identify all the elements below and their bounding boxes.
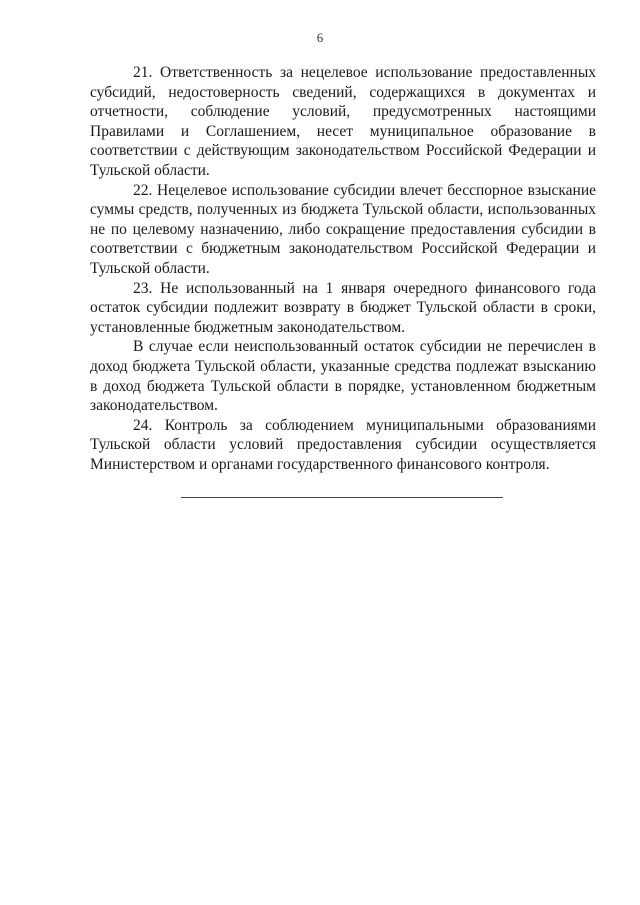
end-separator-line <box>181 497 503 498</box>
paragraph-21: 21. Ответственность за нецелевое использование предоставленных субсидий, недостоверность сведений, содержащихся в документах и отчетности, соблюдение условий, предусмотренных настоящими Правилами и Соглашением, несет муниципальное образование в соответствии с действующим законодательством Российской Федерации и Тульской области. <box>90 64 596 179</box>
document-body <box>90 63 596 474</box>
paragraph-22: 22. Нецелевое использование субсидии влечет бесспорное взыскание суммы средств, полученных из бюджета Тульской области, использованных не по целевому назначению, либо сокращение предоставления субсидии в соответствии с бюджетным законодательством Российской Федерации и Тульской области. <box>90 181 596 277</box>
paragraph-24: 24. Контроль за соблюдением муниципальными образованиями Тульской области условий предоставления субсидии осуществляется Министерством и органами государственного финансового контроля. <box>90 416 596 473</box>
page-number: 6 <box>316 30 324 45</box>
paragraph-23: 23. Не использованный на 1 января очередного финансового года остаток субсидии подлежит возврату в бюджет Тульской области в сроки, установленные бюджетным законодательством. <box>90 279 596 336</box>
paragraph-23-continuation: В случае если неиспользованный остаток субсидии не перечислен в доход бюджета Тульской области, указанные средства подлежат взысканию в доход бюджета Тульской области в порядке, установленном бюджетным законодательством. <box>90 338 596 415</box>
